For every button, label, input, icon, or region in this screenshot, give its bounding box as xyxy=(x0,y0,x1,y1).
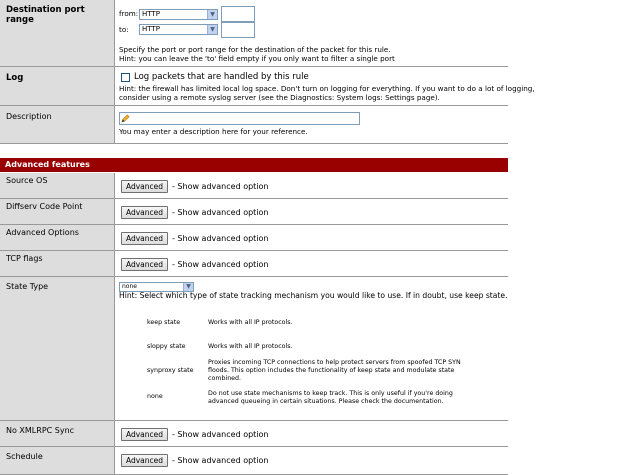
chevron-down-icon: ▼ xyxy=(207,25,217,34)
no-xmlrpc-sync-label: No XMLRPC Sync xyxy=(0,421,115,446)
source-os-show-text: - Show advanced option xyxy=(172,182,269,191)
dest-port-hint-1: Specify the port or port range for the destination of the packet for this rule. xyxy=(119,45,391,54)
no-xmlrpc-sync-show-text: - Show advanced option xyxy=(172,430,269,439)
log-hint-2: consider using a remote syslog server (see the Diagnostics: System logs: Settings page). xyxy=(119,93,440,102)
schedule-show-text: - Show advanced option xyxy=(172,456,269,465)
source-os-content xyxy=(116,173,508,198)
no-xmlrpc-sync-content xyxy=(116,421,508,446)
chevron-down-icon: ▼ xyxy=(183,283,193,291)
log-checkbox[interactable] xyxy=(121,73,130,82)
state-type-value: none xyxy=(122,283,137,290)
state-option-name: keep state xyxy=(147,319,181,326)
dest-port-to-value: HTTP xyxy=(142,25,160,33)
source-os-advanced-button[interactable]: Advanced xyxy=(121,180,168,193)
advanced-features-header: Advanced features xyxy=(0,158,508,172)
chevron-down-icon: ▼ xyxy=(207,10,217,19)
diffserv-label: Diffserv Code Point xyxy=(0,199,115,224)
state-option-desc: Works with all IP protocols. xyxy=(208,343,293,350)
tcp-flags-row xyxy=(0,251,508,277)
state-type-label: State Type xyxy=(0,277,115,420)
from-label: from: xyxy=(119,9,139,18)
log-content xyxy=(116,67,535,105)
dest-port-hint-2: Hint: you can leave the 'to' field empty if you only want to filter a single port xyxy=(119,54,395,63)
to-label: to: xyxy=(119,25,129,34)
destination-port-label: Destination port range xyxy=(0,0,115,66)
state-option-desc: Works with all IP protocols. xyxy=(208,319,293,326)
description-hint: You may enter a description here for your reference. xyxy=(119,127,308,136)
source-os-row xyxy=(0,173,508,199)
state-type-content xyxy=(116,277,508,420)
advanced-options-content xyxy=(116,225,508,250)
dest-port-from-value: HTTP xyxy=(142,10,160,18)
log-checkbox-label: Log packets that are handled by this rule xyxy=(134,72,309,82)
state-option-desc: Do not use state mechanisms to keep track. This is only useful if you're doing xyxy=(208,390,453,397)
state-option-name: synproxy state xyxy=(147,367,194,374)
no-xmlrpc-sync-row xyxy=(0,421,508,447)
dest-port-from-select[interactable] xyxy=(139,9,218,20)
state-option-name: none xyxy=(147,393,163,400)
destination-port-row xyxy=(0,0,508,67)
no-xmlrpc-sync-advanced-button[interactable]: Advanced xyxy=(121,428,168,441)
dest-port-to-custom-input[interactable] xyxy=(221,22,255,38)
tcp-flags-advanced-button[interactable]: Advanced xyxy=(121,258,168,271)
description-content xyxy=(116,106,508,143)
description-input[interactable] xyxy=(119,112,360,125)
log-hint-1: Hint: the firewall has limited local log space. Don't turn on logging for everything. If you want to do a lot of logging, xyxy=(119,84,535,93)
state-type-hint: Hint: Select which type of state tracking mechanism you would like to use. If in doubt, use keep state. xyxy=(119,291,508,300)
source-os-label: Source OS xyxy=(0,173,115,198)
tcp-flags-show-text: - Show advanced option xyxy=(172,260,269,269)
tcp-flags-label: TCP flags xyxy=(0,251,115,276)
dest-port-from-custom-input[interactable] xyxy=(221,6,255,22)
description-row xyxy=(0,106,508,144)
advanced-options-row xyxy=(0,225,508,251)
schedule-label: Schedule xyxy=(0,447,115,474)
state-option-name: sloppy state xyxy=(147,343,186,350)
diffserv-advanced-button[interactable]: Advanced xyxy=(121,206,168,219)
description-label: Description xyxy=(0,106,115,143)
diffserv-row xyxy=(0,199,508,225)
state-option-desc: Proxies incoming TCP connections to help protect servers from spoofed TCP SYN xyxy=(208,359,461,366)
log-label: Log xyxy=(0,67,115,105)
schedule-advanced-button[interactable]: Advanced xyxy=(121,454,168,467)
log-row xyxy=(0,67,535,106)
advanced-options-advanced-button[interactable]: Advanced xyxy=(121,232,168,245)
diffserv-show-text: - Show advanced option xyxy=(172,208,269,217)
tcp-flags-content xyxy=(116,251,508,276)
advanced-options-show-text: - Show advanced option xyxy=(172,234,269,243)
destination-port-content xyxy=(116,0,508,66)
state-option-desc: floods. This option includes the functionality of keep state and modulate state xyxy=(208,367,455,374)
diffserv-content xyxy=(116,199,508,224)
schedule-content xyxy=(116,447,508,474)
advanced-options-label: Advanced Options xyxy=(0,225,115,250)
schedule-row xyxy=(0,447,508,475)
pencil-icon xyxy=(121,114,130,123)
dest-port-to-select[interactable] xyxy=(139,24,218,35)
state-option-desc: advanced queueing in certain situations. Please check the documentation. xyxy=(208,398,444,405)
state-option-desc: combined. xyxy=(208,375,242,382)
state-type-row xyxy=(0,277,508,421)
